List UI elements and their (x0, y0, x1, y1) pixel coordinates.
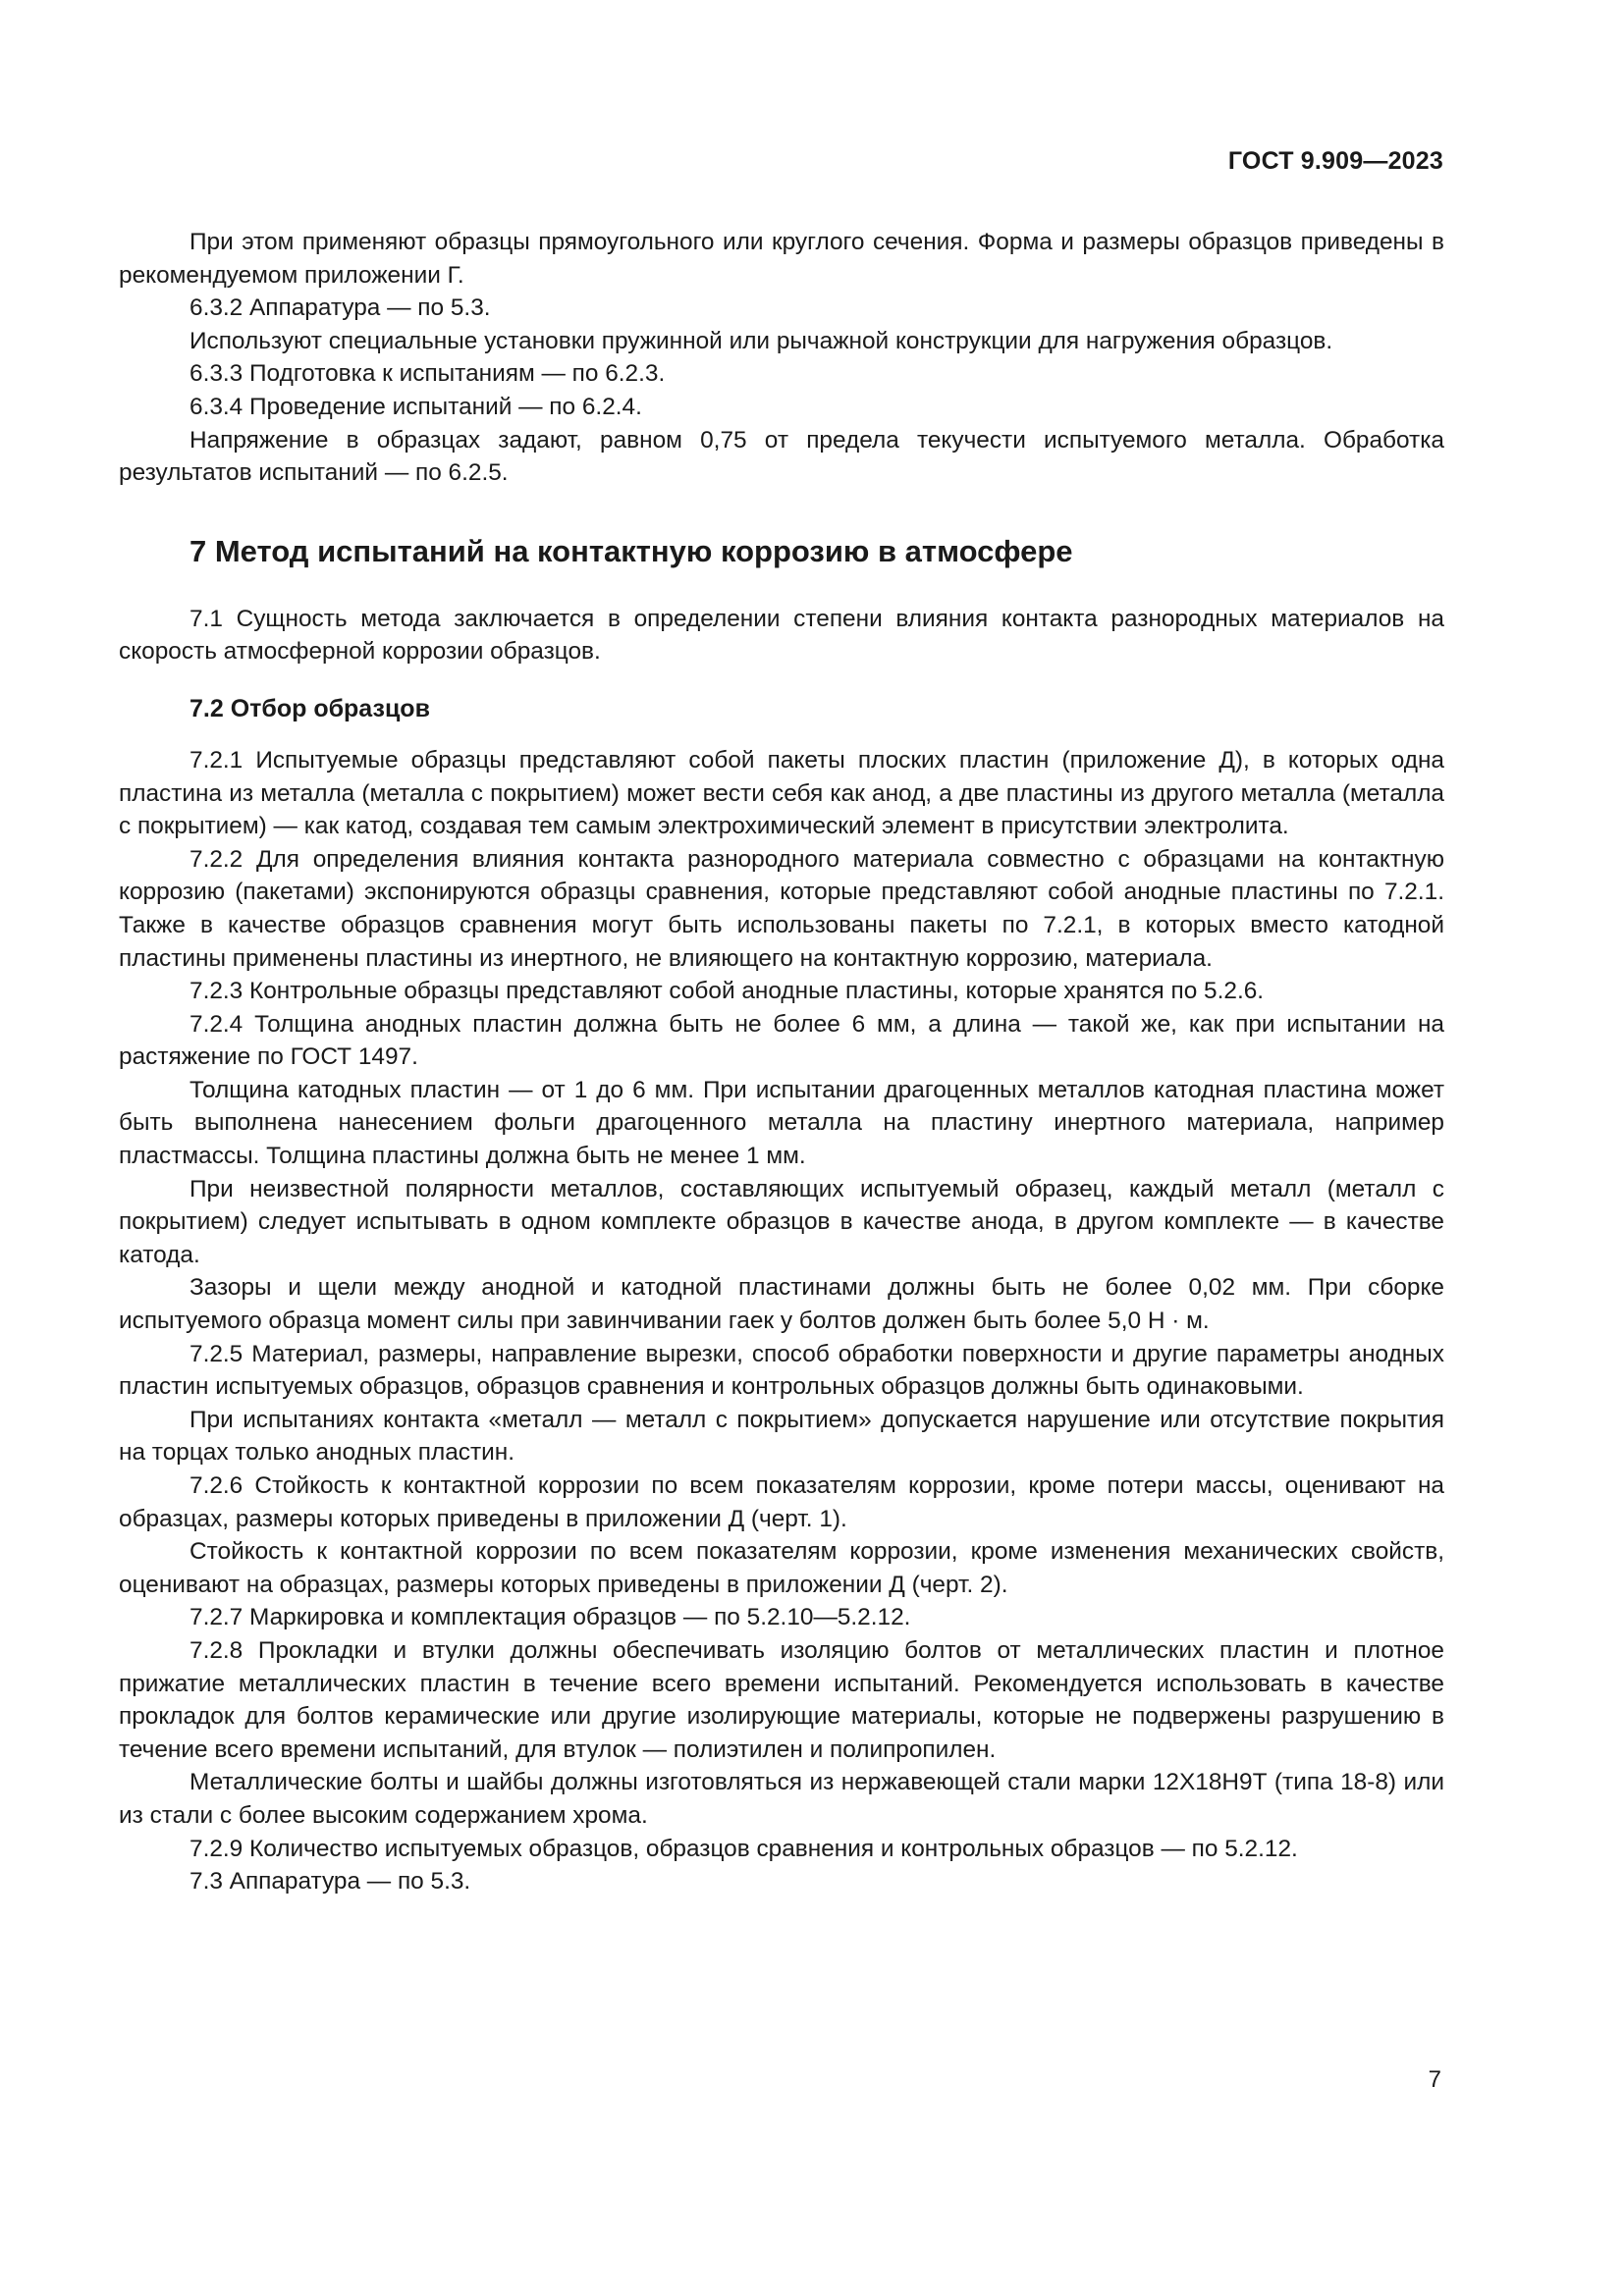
paragraph: 7.2.9 Количество испытуемых образцов, образцов сравнения и контрольных образцов — по 5.2.12. (189, 1835, 1298, 1862)
document-body (119, 226, 1444, 1898)
paragraph: При испытаниях контакта «металл — металл с покрытием» допускается нарушение или отсутствие покрытия на торцах только анодных пластин. (119, 1406, 1444, 1467)
paragraph: 6.3.4 Проведение испытаний — по 6.2.4. (189, 393, 642, 420)
document-code-header: ГОСТ 9.909—2023 (1227, 147, 1443, 175)
paragraph: 7.2.4 Толщина анодных пластин должна быть не более 6 мм, а длина — такой же, как при испытании на растяжение по ГОСТ 1497. (119, 1010, 1444, 1071)
section-heading: 7 Метод испытаний на контактную коррозию в атмосфере (189, 533, 1073, 568)
paragraph: 7.2.1 Испытуемые образцы представляют собой пакеты плоских пластин (приложение Д), в которых одна пластина из металла (металла с покрытием) может вести себя как анод, а две пластины из другого металла (металла с покрытием) — как катод, создавая тем самым электрохимический элемент в присутствии электролита. (119, 746, 1444, 840)
paragraph: 7.1 Сущность метода заключается в определении степени влияния контакта разнородных материалов на скорость атмосферной коррозии образцов. (119, 605, 1444, 666)
paragraph: 7.2.8 Прокладки и втулки должны обеспечивать изоляцию болтов от металлических пластин и плотное прижатие металлических пластин в течение всего времени испытаний. Рекомендуется использовать в качестве прокладок для болтов керамические или другие изолирующие материалы, которые не подвержены разрушению в течение всего времени испытаний, для втулок — полиэтилен и полипропилен. (119, 1636, 1444, 1763)
subsection-heading: 7.2 Отбор образцов (189, 694, 430, 722)
paragraph: 7.2.6 Стойкость к контактной коррозии по всем показателям коррозии, кроме потери массы, оценивают на образцах, размеры которых приведены в приложении Д (черт. 1). (119, 1472, 1444, 1532)
paragraph: 6.3.3 Подготовка к испытаниям — по 6.2.3. (189, 360, 666, 388)
paragraph: 7.2.5 Материал, размеры, направление вырезки, способ обработки поверхности и другие параметры анодных пластин испытуемых образцов, образцов сравнения и контрольных образцов должны быть одинаковыми. (119, 1340, 1444, 1401)
paragraph: 6.3.2 Аппаратура — по 5.3. (189, 294, 491, 322)
page-number: 7 (1428, 2066, 1441, 2093)
paragraph: 7.2.3 Контрольные образцы представляют собой анодные пластины, которые хранятся по 5.2.6. (189, 978, 1265, 1005)
paragraph: Металлические болты и шайбы должны изготовляться из нержавеющей стали марки 12Х18Н9Т (типа 18-8) или из стали с более высоким содержанием хрома. (119, 1769, 1444, 1829)
paragraph: 7.2.2 Для определения влияния контакта разнородного материала совместно с образцами на контактную коррозию (пакетами) экспонируются образцы сравнения, которые представляют собой анодные пластины по 7.2.1. Также в качестве образцов сравнения могут быть использованы пакеты по 7.2.1, в которых вместо катодной пластины применены пластины из инертного, не влияющего на контактную коррозию, материала. (119, 845, 1444, 972)
paragraph: 7.2.7 Маркировка и комплектация образцов — по 5.2.10—5.2.12. (189, 1604, 911, 1631)
paragraph: Напряжение в образцах задают, равном 0,75 от предела текучести испытуемого металла. Обработка результатов испытаний — по 6.2.5. (119, 426, 1444, 487)
paragraph: Зазоры и щели между анодной и катодной пластинами должны быть не более 0,02 мм. При сборке испытуемого образца момент силы при завинчивании гаек у болтов должен быть более 5,0 Н · м. (119, 1274, 1444, 1335)
paragraph: При неизвестной полярности металлов, составляющих испытуемый образец, каждый металл (металл с покрытием) следует испытывать в одном комплекте образцов в качестве анода, в другом комплекте — в качестве катода. (119, 1175, 1444, 1268)
paragraph: Стойкость к контактной коррозии по всем показателям коррозии, кроме изменения механических свойств, оценивают на образцах, размеры которых приведены в приложении Д (черт. 2). (119, 1538, 1444, 1598)
paragraph: Толщина катодных пластин — от 1 до 6 мм. При испытании драгоценных металлов катодная пластина может быть выполнена нанесением фольги драгоценного металла на пластину инертного материала, например пластмассы. Толщина пластины должна быть не менее 1 мм. (119, 1076, 1444, 1170)
paragraph: Используют специальные установки пружинной или рычажной конструкции для нагружения образцов. (189, 327, 1333, 354)
paragraph: При этом применяют образцы прямоугольного или круглого сечения. Форма и размеры образцов приведены в рекомендуемом приложении Г. (119, 229, 1444, 289)
paragraph: 7.3 Аппаратура — по 5.3. (189, 1868, 471, 1896)
